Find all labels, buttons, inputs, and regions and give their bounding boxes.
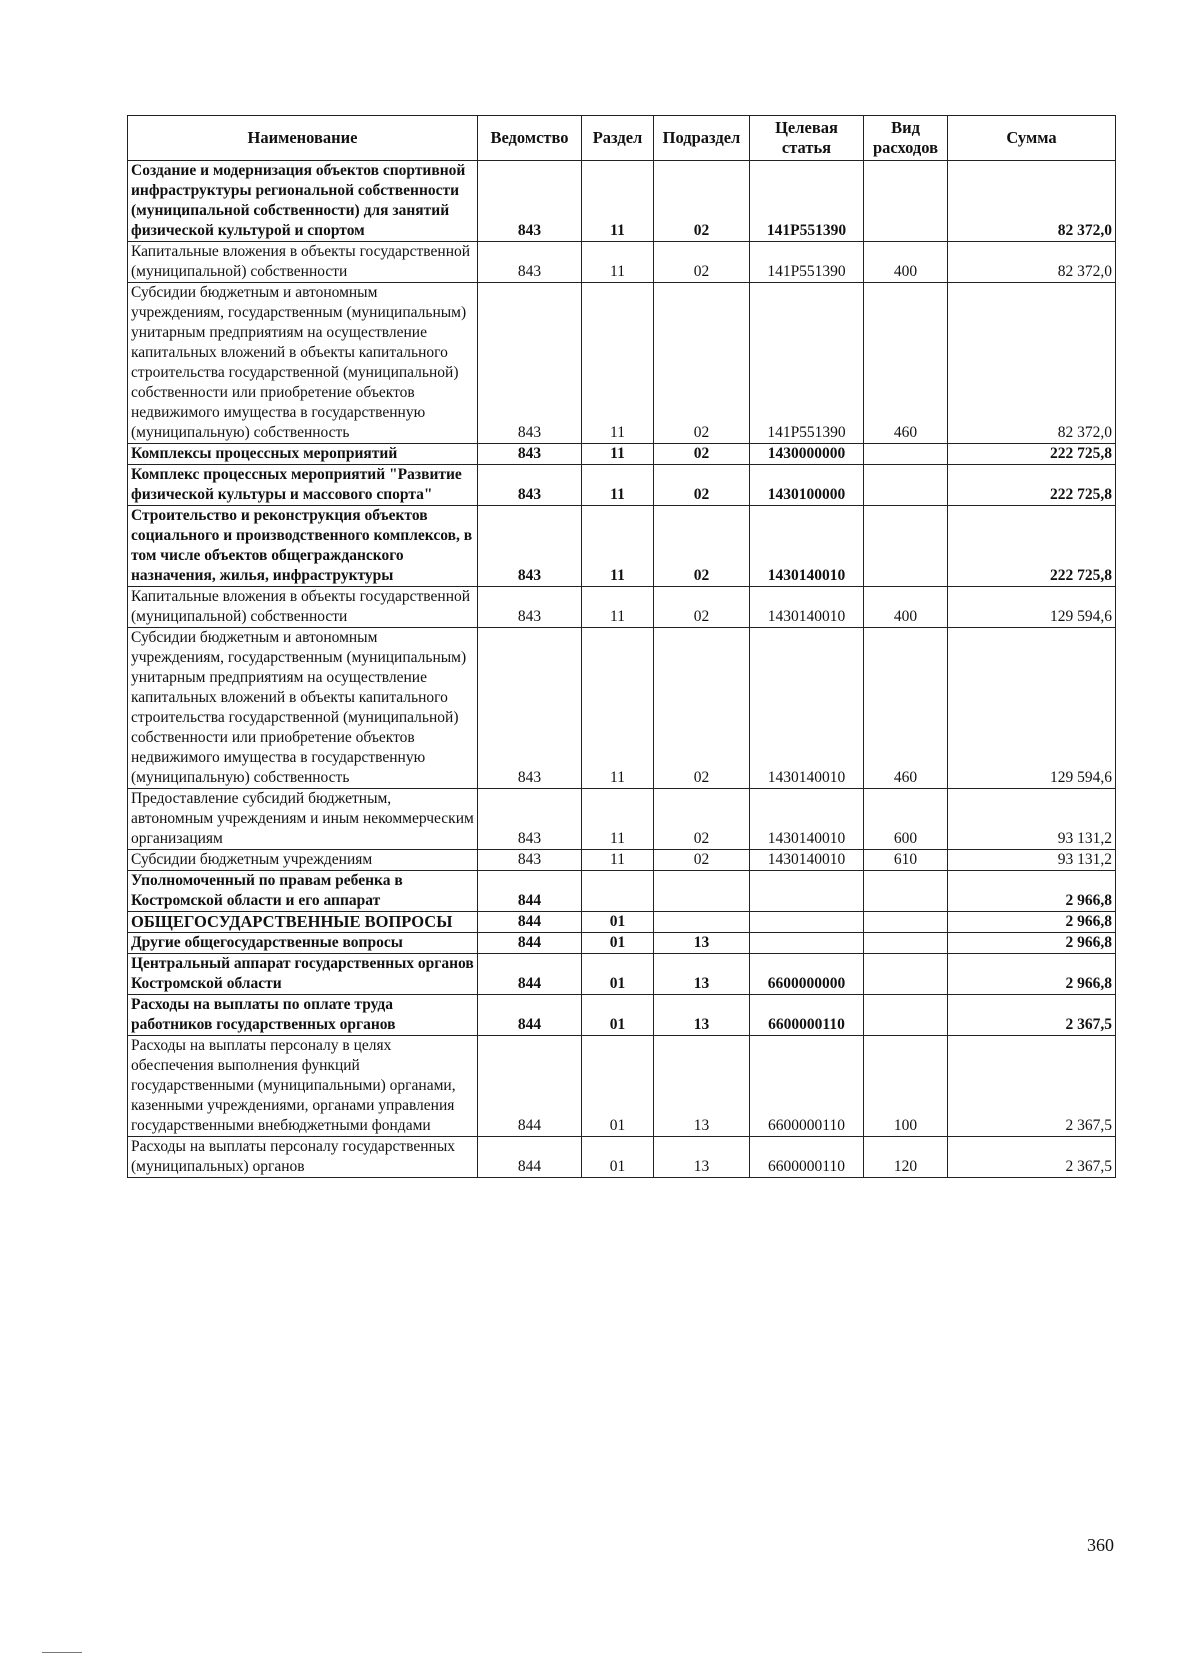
header-target-article: Целевая статья [750, 116, 864, 161]
row-target-article: 141P551390 [750, 161, 864, 242]
row-name: Комплексы процессных мероприятий [128, 444, 478, 465]
row-expense-type: 120 [864, 1137, 948, 1178]
row-sum: 2 367,5 [948, 995, 1116, 1036]
row-name: Субсидии бюджетным и автономным учреждениям, государственным (муниципальным) унитарным предприятиям на осуществление капитальных вложений в объекты капитального строительства государственной (муниципальной) собственности или приобретение объектов недвижимого имущества в государственную (муниципальную) собственность [128, 283, 478, 444]
header-sum: Сумма [948, 116, 1116, 161]
row-target-article [750, 871, 864, 912]
row-name: Другие общегосударственные вопросы [128, 933, 478, 954]
row-target-article: 141P551390 [750, 242, 864, 283]
table-row [128, 506, 1116, 587]
row-department: 843 [478, 161, 582, 242]
row-expense-type [864, 954, 948, 995]
table-row [128, 242, 1116, 283]
row-sum: 2 966,8 [948, 912, 1116, 933]
row-section: 11 [582, 242, 654, 283]
row-name: Создание и модернизация объектов спортивной инфраструктуры региональной собственности (муниципальной собственности) для занятий физической культурой и спортом [128, 161, 478, 242]
row-section: 01 [582, 1137, 654, 1178]
row-sum: 222 725,8 [948, 506, 1116, 587]
row-department: 844 [478, 995, 582, 1036]
row-sum: 2 966,8 [948, 954, 1116, 995]
row-department: 844 [478, 1137, 582, 1178]
table-row [128, 1036, 1116, 1137]
row-section: 01 [582, 995, 654, 1036]
table-row [128, 954, 1116, 995]
row-target-article: 141P551390 [750, 283, 864, 444]
row-sum: 222 725,8 [948, 444, 1116, 465]
row-subsection: 02 [654, 628, 750, 789]
budget-table [127, 115, 1116, 1178]
row-section: 11 [582, 628, 654, 789]
row-subsection: 13 [654, 995, 750, 1036]
row-subsection: 13 [654, 1036, 750, 1137]
row-sum: 82 372,0 [948, 161, 1116, 242]
row-section: 11 [582, 506, 654, 587]
row-sum: 129 594,6 [948, 587, 1116, 628]
row-department: 843 [478, 506, 582, 587]
row-name: Предоставление субсидий бюджетным, автономным учреждениям и иным некоммерческим организациям [128, 789, 478, 850]
row-sum: 129 594,6 [948, 628, 1116, 789]
row-subsection: 02 [654, 465, 750, 506]
table-row [128, 444, 1116, 465]
row-department: 843 [478, 444, 582, 465]
row-section: 01 [582, 1036, 654, 1137]
row-name: Расходы на выплаты персоналу в целях обеспечения выполнения функций государственными (муниципальными) органами, казенными учреждениями, органами управления государственными внебюджетными фондами [128, 1036, 478, 1137]
row-department: 843 [478, 587, 582, 628]
row-target-article: 6600000110 [750, 995, 864, 1036]
row-target-article: 1430140010 [750, 789, 864, 850]
row-name: ОБЩЕГОСУДАРСТВЕННЫЕ ВОПРОСЫ [128, 912, 478, 933]
page-number: 360 [1087, 1535, 1114, 1555]
row-department: 844 [478, 1036, 582, 1137]
row-expense-type [864, 995, 948, 1036]
row-expense-type: 100 [864, 1036, 948, 1137]
row-sum: 2 966,8 [948, 871, 1116, 912]
row-target-article [750, 912, 864, 933]
row-name: Субсидии бюджетным учреждениям [128, 850, 478, 871]
row-expense-type: 610 [864, 850, 948, 871]
row-sum: 2 367,5 [948, 1036, 1116, 1137]
row-expense-type [864, 161, 948, 242]
row-subsection: 02 [654, 242, 750, 283]
row-sum: 93 131,2 [948, 789, 1116, 850]
row-subsection [654, 912, 750, 933]
row-target-article: 6600000110 [750, 1036, 864, 1137]
row-section: 11 [582, 444, 654, 465]
row-subsection: 02 [654, 444, 750, 465]
table-row [128, 283, 1116, 444]
row-section: 11 [582, 850, 654, 871]
table-header-row [128, 116, 1116, 161]
row-sum: 82 372,0 [948, 283, 1116, 444]
row-department: 843 [478, 850, 582, 871]
table-row [128, 933, 1116, 954]
table-row [128, 161, 1116, 242]
row-name: Уполномоченный по правам ребенка в Костромской области и его аппарат [128, 871, 478, 912]
table-row [128, 465, 1116, 506]
row-subsection [654, 871, 750, 912]
row-department: 844 [478, 954, 582, 995]
row-target-article: 1430140010 [750, 587, 864, 628]
row-target-article: 1430140010 [750, 506, 864, 587]
scan-mark [42, 1652, 82, 1653]
row-name: Центральный аппарат государственных органов Костромской области [128, 954, 478, 995]
row-target-article: 6600000110 [750, 1137, 864, 1178]
row-department: 844 [478, 871, 582, 912]
row-sum: 222 725,8 [948, 465, 1116, 506]
table-row [128, 628, 1116, 789]
table-row [128, 912, 1116, 933]
row-department: 843 [478, 465, 582, 506]
row-target-article: 1430140010 [750, 850, 864, 871]
table-row [128, 1137, 1116, 1178]
row-name: Расходы на выплаты по оплате труда работников государственных органов [128, 995, 478, 1036]
row-name: Расходы на выплаты персоналу государственных (муниципальных) органов [128, 1137, 478, 1178]
table-row [128, 789, 1116, 850]
row-target-article: 1430140010 [750, 628, 864, 789]
table-row [128, 995, 1116, 1036]
row-department: 844 [478, 933, 582, 954]
row-expense-type [864, 444, 948, 465]
row-expense-type: 400 [864, 587, 948, 628]
header-expense-type: Вид расходов [864, 116, 948, 161]
row-subsection: 02 [654, 587, 750, 628]
row-target-article: 6600000000 [750, 954, 864, 995]
row-section: 11 [582, 283, 654, 444]
budget-table-container [127, 115, 1115, 1178]
row-sum: 2 966,8 [948, 933, 1116, 954]
header-name: Наименование [128, 116, 478, 161]
row-sum: 93 131,2 [948, 850, 1116, 871]
row-section: 11 [582, 161, 654, 242]
header-section: Раздел [582, 116, 654, 161]
table-row [128, 587, 1116, 628]
row-expense-type [864, 871, 948, 912]
row-name: Субсидии бюджетным и автономным учреждениям, государственным (муниципальным) унитарным предприятиям на осуществление капитальных вложений в объекты капитального строительства государственной (муниципальной) собственности или приобретение объектов недвижимого имущества в государственную (муниципальную) собственность [128, 628, 478, 789]
row-subsection: 13 [654, 1137, 750, 1178]
row-expense-type [864, 506, 948, 587]
row-expense-type [864, 465, 948, 506]
row-subsection: 02 [654, 283, 750, 444]
row-department: 844 [478, 912, 582, 933]
row-subsection: 13 [654, 933, 750, 954]
row-name: Комплекс процессных мероприятий "Развитие физической культуры и массового спорта" [128, 465, 478, 506]
row-subsection: 02 [654, 506, 750, 587]
row-section: 01 [582, 912, 654, 933]
row-expense-type: 400 [864, 242, 948, 283]
row-department: 843 [478, 242, 582, 283]
row-section [582, 871, 654, 912]
row-sum: 2 367,5 [948, 1137, 1116, 1178]
row-department: 843 [478, 789, 582, 850]
row-expense-type [864, 933, 948, 954]
table-body [128, 161, 1116, 1178]
row-expense-type: 460 [864, 628, 948, 789]
table-row [128, 850, 1116, 871]
row-subsection: 02 [654, 789, 750, 850]
row-name: Строительство и реконструкция объектов социального и производственного комплексов, в том числе объектов общегражданского назначения, жилья, инфраструктуры [128, 506, 478, 587]
row-expense-type: 600 [864, 789, 948, 850]
row-expense-type: 460 [864, 283, 948, 444]
row-section: 11 [582, 465, 654, 506]
header-department: Ведомство [478, 116, 582, 161]
row-subsection: 13 [654, 954, 750, 995]
row-subsection: 02 [654, 850, 750, 871]
row-section: 01 [582, 933, 654, 954]
row-name: Капитальные вложения в объекты государственной (муниципальной) собственности [128, 242, 478, 283]
row-name: Капитальные вложения в объекты государственной (муниципальной) собственности [128, 587, 478, 628]
row-target-article: 1430100000 [750, 465, 864, 506]
row-target-article [750, 933, 864, 954]
row-target-article: 1430000000 [750, 444, 864, 465]
row-department: 843 [478, 283, 582, 444]
row-section: 01 [582, 954, 654, 995]
row-department: 843 [478, 628, 582, 789]
row-section: 11 [582, 587, 654, 628]
table-row [128, 871, 1116, 912]
row-section: 11 [582, 789, 654, 850]
header-subsection: Подраздел [654, 116, 750, 161]
row-sum: 82 372,0 [948, 242, 1116, 283]
row-expense-type [864, 912, 948, 933]
row-subsection: 02 [654, 161, 750, 242]
